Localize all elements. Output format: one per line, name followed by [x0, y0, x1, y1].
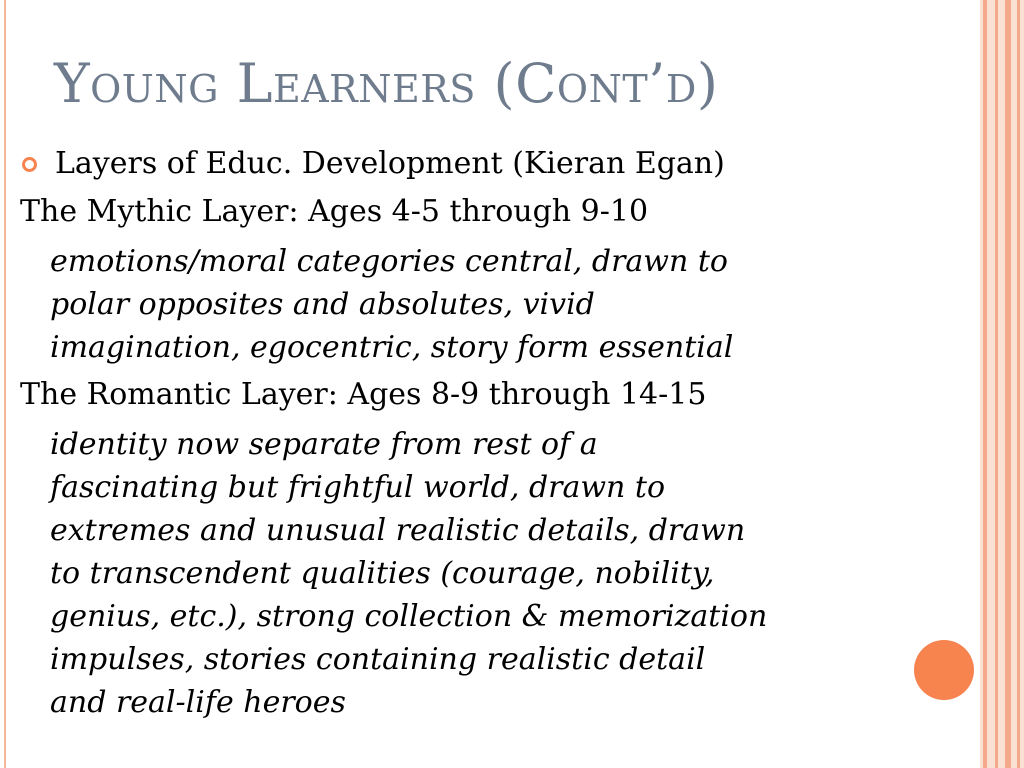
- bullet-text: Layers of Educ. Development (Kieran Egan): [55, 146, 725, 181]
- left-border-line: [4, 0, 6, 768]
- decorative-stripe: [983, 0, 987, 768]
- decorative-stripe: [1017, 0, 1020, 768]
- accent-circle: [914, 640, 974, 700]
- bullet-ring-icon: [22, 157, 37, 172]
- slide-content: [20, 142, 920, 724]
- mythic-layer-description: emotions/moral categories central, drawn to polar opposites and absolutes, vivid imagination, egocentric, story form essential: [50, 244, 734, 365]
- bullet-item: [20, 142, 920, 186]
- romantic-layer-description: identity now separate from rest of a fascinating but frightful world, drawn to extremes and unusual realistic details, drawn to transcendent qualities (courage, nobility, genius, etc.), strong collection & memorization impulses, stories containing realistic detail and real-life heroes: [50, 427, 768, 720]
- romantic-layer-heading: The Romantic Layer: Ages 8-9 through 14-15: [20, 377, 707, 412]
- slide-title: Young Learners (Cont’d): [54, 52, 719, 115]
- decorative-stripe: [1005, 0, 1011, 768]
- mythic-layer-heading: The Mythic Layer: Ages 4-5 through 9-10: [20, 194, 649, 229]
- decorative-stripe: [995, 0, 998, 768]
